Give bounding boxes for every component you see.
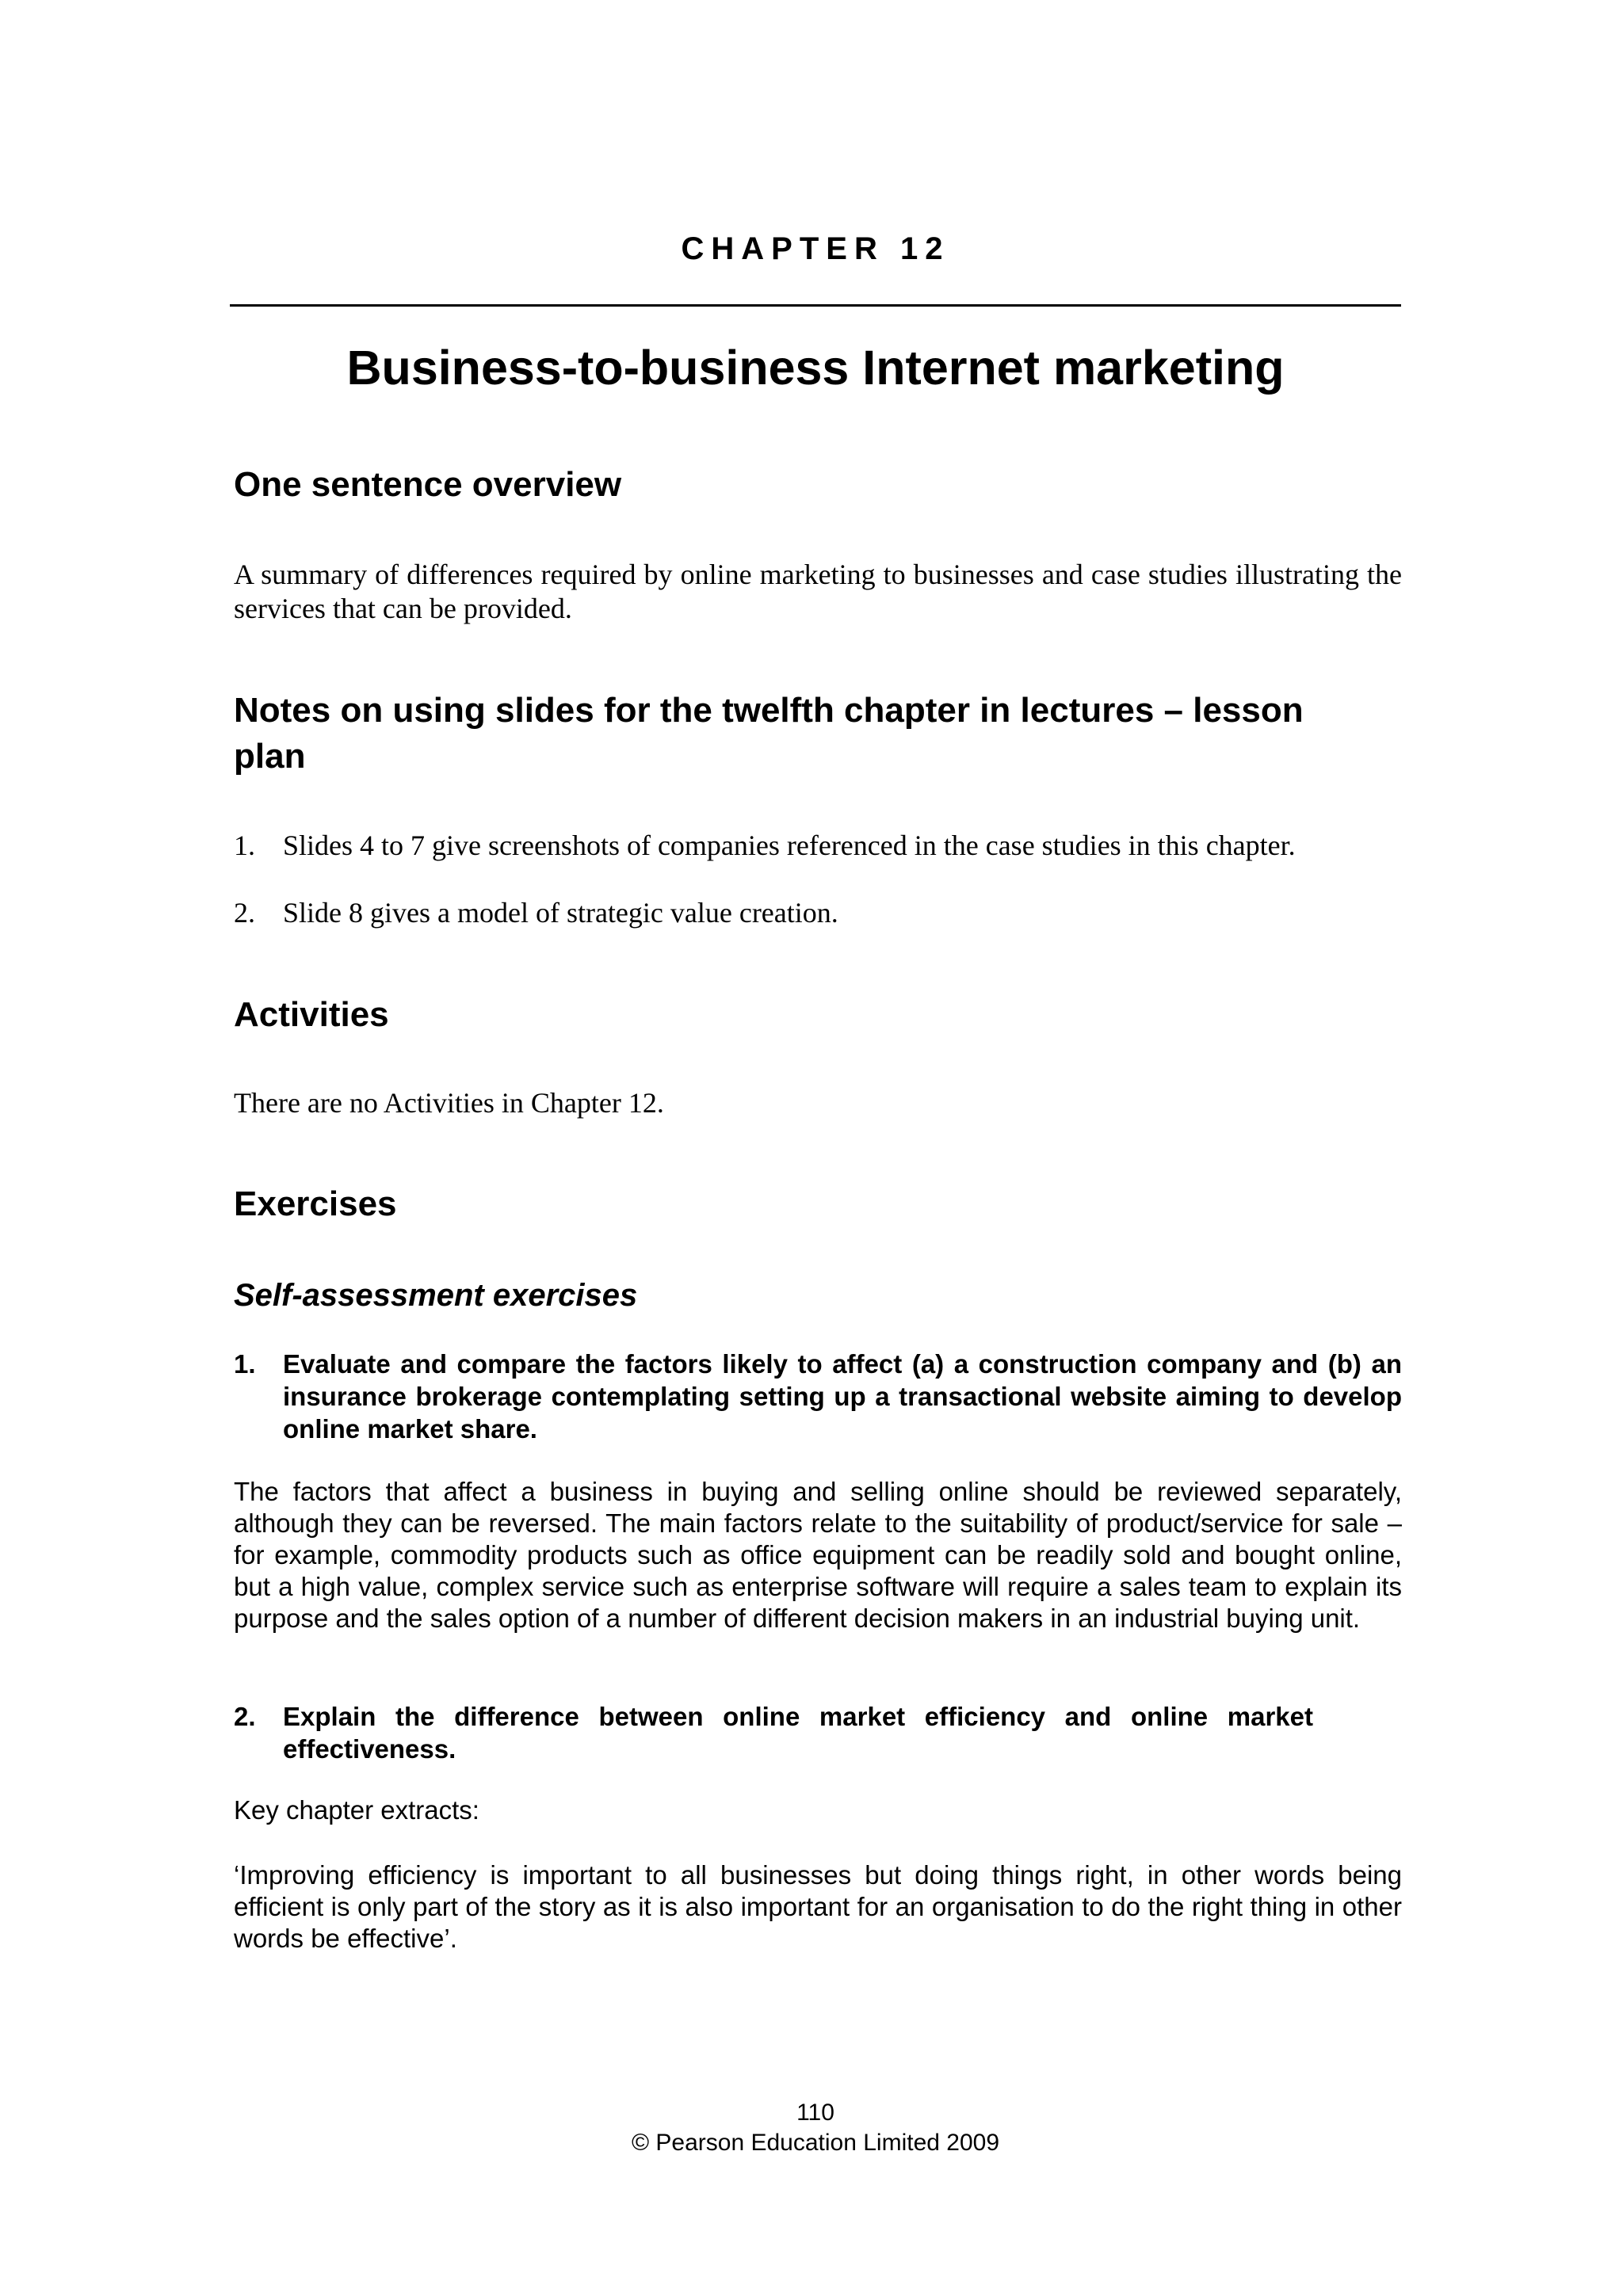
- overview-text: A summary of differences required by online marketing to businesses and case studies illustrating the services that can be provided.: [234, 559, 1402, 624]
- answer-intro: Key chapter extracts:: [234, 1795, 479, 1825]
- self-assessment-heading: Self-assessment exercises: [234, 1278, 638, 1313]
- notes-list-item: [234, 896, 1402, 930]
- question-number: 2.: [234, 1702, 256, 1731]
- list-number: 2.: [234, 897, 255, 929]
- activities-text: There are no Activities in Chapter 12.: [234, 1087, 664, 1119]
- exercise-question: [234, 1348, 1402, 1445]
- notes-heading: Notes on using slides for the twelfth chapter in lectures – lesson plan: [234, 691, 1304, 776]
- list-text: Slides 4 to 7 give screenshots of companies referenced in the case studies in this chapter.: [283, 830, 1296, 861]
- copyright-notice: © Pearson Education Limited 2009: [631, 2130, 1000, 2156]
- activities-heading: Activities: [234, 995, 389, 1034]
- chapter-label: CHAPTER 12: [681, 231, 950, 266]
- page-title: Business-to-business Internet marketing: [346, 341, 1285, 395]
- page-number: 110: [796, 2100, 834, 2126]
- exercise-answer: The factors that affect a business in buying and selling online should be reviewed separately, although they can be reversed. The main factors relate to the suitability of product/service for sale – for example, commodity products such as office equipment can be readily sold and bought online, but a high value, complex service such as enterprise software will require a sales team to explain its purpose and the sales option of a number of different decision makers in an industrial buying unit.: [234, 1477, 1402, 1633]
- header-divider: [230, 304, 1401, 307]
- list-number: 1.: [234, 830, 255, 861]
- overview-heading: One sentence overview: [234, 465, 622, 504]
- exercises-heading: Exercises: [234, 1184, 397, 1223]
- question-text: Evaluate and compare the factors likely to affect (a) a construction company and (b) an insurance brokerage contemplating setting up a transactional website aiming to develop online market share.: [283, 1349, 1402, 1444]
- question-text: Explain the difference between online market efficiency and online market effectiveness.: [283, 1702, 1313, 1764]
- exercise-question: [234, 1700, 1402, 1765]
- question-number: 1.: [234, 1349, 256, 1379]
- notes-list-item: [234, 829, 1402, 863]
- answer-quote: ‘Improving efficiency is important to all businesses but doing things right, in other words being efficient is only part of the story as it is also important for an organisation to do the right thing in other words be effective’.: [234, 1860, 1402, 1953]
- list-text: Slide 8 gives a model of strategic value creation.: [283, 897, 838, 929]
